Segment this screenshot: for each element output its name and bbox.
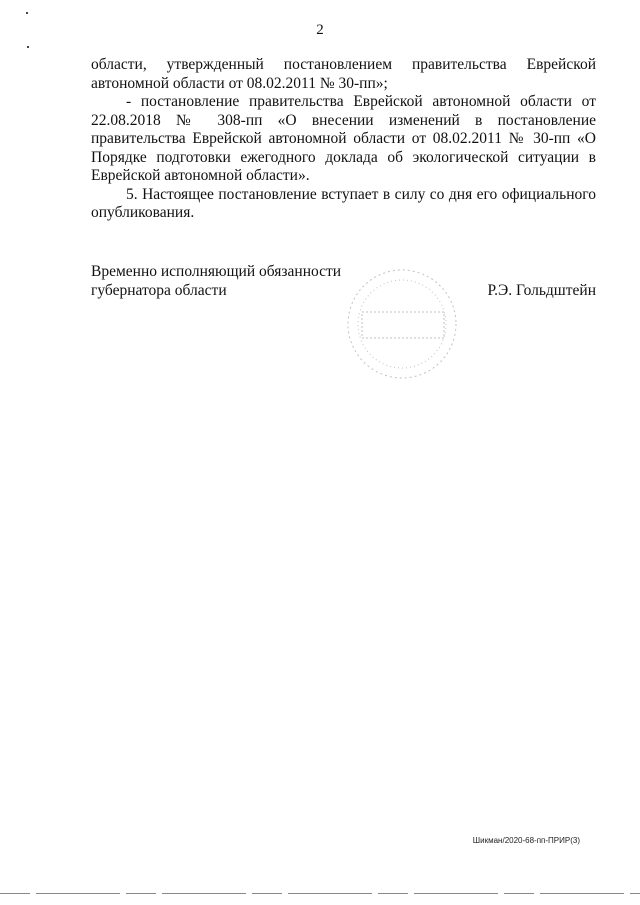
page-number: 2 [316, 22, 324, 38]
signatory-title-line: губернатора области [91, 282, 227, 299]
document-body [91, 56, 596, 223]
paragraph: 5. Настоящее постановление вступает в силу со дня его официального опубликования. [91, 185, 596, 221]
paragraph: области, утвержденный постановлением правительства Еврейской автономной области от 08.02.2011 № 30-пп»; [91, 56, 596, 92]
paragraph: - постановление правительства Еврейской автономной области от 22.08.2018 № 308-пп «О внесении изменений в постановление правительства Еврейской автономной области от 08.02.2011 № 30-пп «О Порядке подготовки ежегодного доклада об экологической ситуации в Еврейской автономной области». [91, 93, 596, 184]
scan-edge-line [0, 893, 640, 894]
official-seal-stamp [340, 262, 470, 382]
signatory-title-line: Временно исполняющий обязанности [91, 263, 342, 280]
document-code: Шикман/2020-68-пп-ПРИР(3) [472, 836, 580, 845]
signatory-name: Р.Э. Гольдштейн [487, 282, 596, 299]
scan-artifact [26, 12, 28, 14]
scan-artifact [27, 46, 29, 48]
